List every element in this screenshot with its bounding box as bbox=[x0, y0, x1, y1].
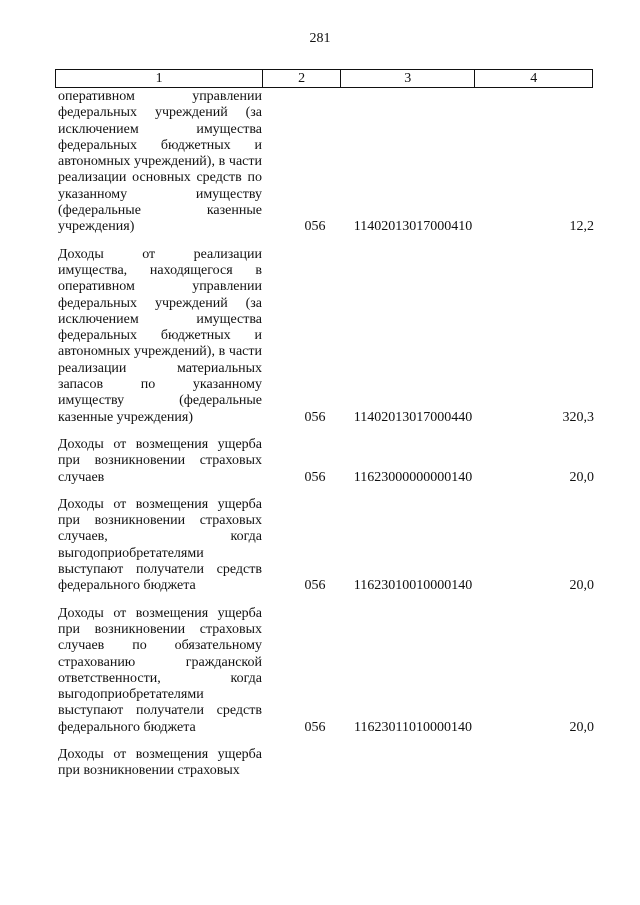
row-kbk-code: 11402013017000440 bbox=[353, 409, 473, 425]
row-admin-code: 056 bbox=[304, 409, 326, 425]
row-description: Доходы от возмещения ущерба при возникновении страховых bbox=[58, 746, 262, 779]
header-col-2: 2 bbox=[263, 70, 341, 87]
table-row bbox=[58, 497, 598, 595]
page-number: 281 bbox=[309, 31, 331, 46]
row-kbk-code: 11623011010000140 bbox=[354, 719, 472, 735]
row-kbk-code: 11623000000000140 bbox=[353, 469, 473, 485]
row-amount: 20,0 bbox=[569, 578, 594, 594]
row-kbk-code: 11623010010000140 bbox=[353, 578, 473, 594]
row-description: Доходы от возмещения ущерба при возникновении страховых случаев по обязательному страхованию гражданской ответственности, когда выгодоприобретателями выступают получатели средств федерального бюджета bbox=[58, 605, 262, 735]
table-row bbox=[58, 437, 598, 486]
header-col-3: 3 bbox=[341, 70, 476, 87]
table-row bbox=[58, 747, 598, 780]
table-body bbox=[58, 89, 598, 780]
row-amount: 20,0 bbox=[569, 469, 594, 485]
row-description: Доходы от возмещения ущерба при возникновении страховых случаев bbox=[58, 436, 262, 485]
row-description: Доходы от реализации имущества, находящегося в оперативном управлении федеральных учреждений (за исключением имущества федеральных бюджетных и автономных учреждений), в части реализации материальных запасов по указанному имуществу (федеральные казенные учреждения) bbox=[58, 246, 262, 425]
header-col-1: 1 bbox=[56, 70, 263, 87]
table-row bbox=[58, 247, 598, 426]
table-row bbox=[58, 89, 598, 236]
row-admin-code: 056 bbox=[304, 469, 326, 485]
row-kbk-code: 11402013017000410 bbox=[353, 219, 473, 235]
row-amount: 20,0 bbox=[569, 719, 594, 735]
table-header bbox=[55, 69, 593, 88]
row-amount: 320,3 bbox=[562, 409, 594, 425]
row-admin-code: 056 bbox=[304, 578, 326, 594]
row-description: оперативном управлении федеральных учреждений (за исключением имущества федеральных бюджетных и автономных учреждений), в части реализации основных средств по указанному имуществу (федеральные казенные учреждения) bbox=[58, 89, 262, 235]
row-amount: 12,2 bbox=[569, 219, 594, 235]
row-admin-code: 056 bbox=[304, 219, 326, 235]
row-admin-code: 056 bbox=[304, 719, 326, 735]
header-col-4: 4 bbox=[530, 71, 538, 86]
row-description: Доходы от возмещения ущерба при возникновении страховых случаев, когда выгодоприобретателями выступают получатели средств федерального бюджета bbox=[58, 496, 262, 594]
table-row bbox=[58, 606, 598, 736]
